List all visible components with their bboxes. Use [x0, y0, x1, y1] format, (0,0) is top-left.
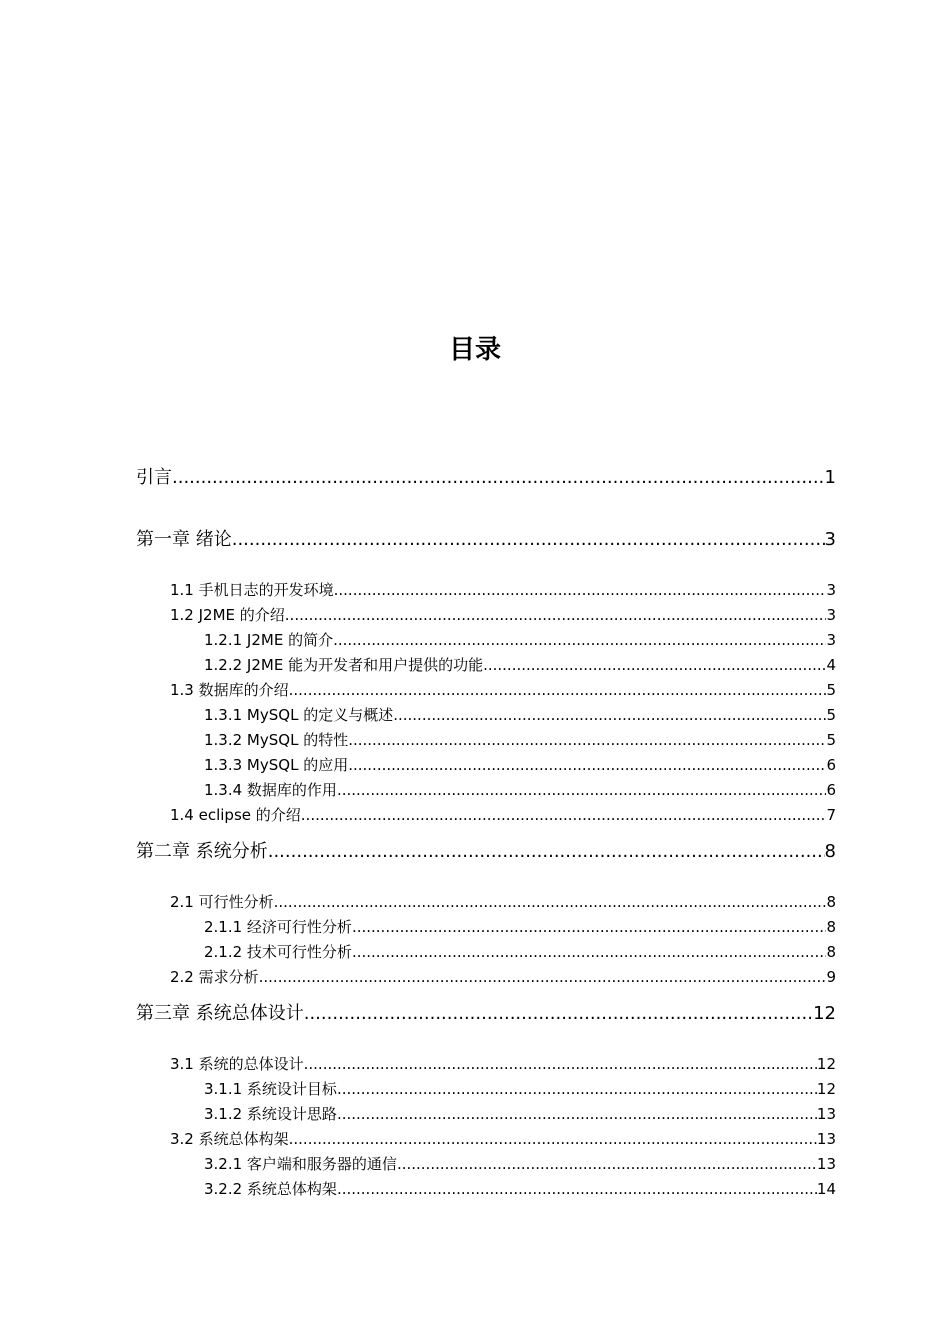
toc-entry-page: 7: [826, 806, 836, 824]
toc-entry-page: 8: [826, 918, 836, 936]
toc-entry-3-2-2[interactable]: [204, 1179, 836, 1199]
toc-entry-page: 3: [826, 631, 836, 649]
toc-entry-label: 1.3.3 MySQL 的应用: [204, 756, 349, 774]
toc-entry-3-1-2[interactable]: [204, 1104, 836, 1124]
page-title: 目录: [448, 335, 501, 365]
toc-entry-page: 9: [826, 968, 836, 986]
toc-entry-1-3-1[interactable]: [204, 705, 836, 725]
toc-entry-page: 5: [826, 706, 836, 724]
dot-leader: [352, 917, 827, 937]
toc-entry-page: 3: [826, 581, 836, 599]
toc-entry-page: 5: [826, 681, 836, 699]
dot-leader: [259, 967, 827, 987]
dot-leader: [289, 680, 827, 700]
toc-entry-1-2[interactable]: [170, 605, 836, 625]
toc-entry-2-1-1[interactable]: [204, 917, 836, 937]
toc-entry-1-3[interactable]: [170, 680, 836, 700]
dot-leader: [232, 528, 825, 552]
toc-entry-page: 3: [826, 606, 836, 624]
dot-leader: [348, 730, 826, 750]
toc-entry-label: 1.1 手机日志的开发环境: [170, 581, 334, 599]
toc-entry-page: 13: [816, 1105, 836, 1123]
dot-leader: [333, 630, 826, 650]
toc-entry-label: 2.1.2 技术可行性分析: [204, 943, 352, 961]
dot-leader: [397, 1154, 817, 1174]
dot-leader: [337, 1179, 817, 1199]
toc-entry-label: 2.2 需求分析: [170, 968, 259, 986]
toc-entry-chapter-3[interactable]: [136, 1002, 836, 1026]
toc-entry-label: 第三章 系统总体设计: [136, 1003, 304, 1024]
dot-leader: [301, 805, 827, 825]
dot-leader: [337, 780, 827, 800]
toc-entry-1-3-2[interactable]: [204, 730, 836, 750]
dot-leader: [172, 466, 825, 490]
toc-entry-2-1[interactable]: [170, 892, 836, 912]
toc-entry-1-3-4[interactable]: [204, 780, 836, 800]
toc-entry-page: 6: [826, 756, 836, 774]
dot-leader: [304, 1054, 817, 1074]
toc-entry-label: 1.3.4 数据库的作用: [204, 781, 337, 799]
toc-entry-page: 1: [824, 467, 836, 488]
dot-leader: [289, 1129, 817, 1149]
dot-leader: [334, 580, 827, 600]
toc-entry-page: 8: [826, 893, 836, 911]
toc-entry-1-3-3[interactable]: [204, 755, 836, 775]
toc-entry-page: 13: [816, 1130, 836, 1148]
toc-entry-1-1[interactable]: [170, 580, 836, 600]
dot-leader: [304, 1002, 813, 1026]
toc-entry-label: 第一章 绪论: [136, 529, 232, 550]
dot-leader: [268, 840, 825, 864]
toc-entry-page: 14: [816, 1180, 836, 1198]
toc-entry-label: 3.1.2 系统设计思路: [204, 1105, 337, 1123]
toc-entry-1-4[interactable]: [170, 805, 836, 825]
dot-leader: [285, 605, 827, 625]
toc-entry-3-2-1[interactable]: [204, 1154, 836, 1174]
toc-entry-label: 1.2 J2ME 的介绍: [170, 606, 285, 624]
toc-entry-page: 12: [816, 1055, 836, 1073]
toc-entry-page: 3: [824, 529, 836, 550]
toc-entry-1-2-2[interactable]: [204, 655, 836, 675]
toc-entry-label: 3.2.1 客户端和服务器的通信: [204, 1155, 397, 1173]
toc-entry-label: 引言: [136, 467, 172, 488]
toc-entry-label: 3.1.1 系统设计目标: [204, 1080, 337, 1098]
toc-entry-3-2[interactable]: [170, 1129, 836, 1149]
dot-leader: [348, 755, 826, 775]
toc-entry-page: 4: [826, 656, 836, 674]
dot-leader: [337, 1079, 817, 1099]
toc-entry-2-1-2[interactable]: [204, 942, 836, 962]
toc-entry-page: 8: [826, 943, 836, 961]
toc-entry-label: 3.1 系统的总体设计: [170, 1055, 304, 1073]
toc-entry-page: 12: [813, 1003, 836, 1024]
toc-entry-label: 1.4 eclipse 的介绍: [170, 806, 301, 824]
toc-entry-chapter-2[interactable]: [136, 840, 836, 864]
dot-leader: [393, 705, 826, 725]
toc-entry-1-2-1[interactable]: [204, 630, 836, 650]
dot-leader: [352, 942, 827, 962]
toc-entry-page: 12: [816, 1080, 836, 1098]
dot-leader: [483, 655, 826, 675]
toc-entry-page: 5: [826, 731, 836, 749]
toc-entry-label: 1.3 数据库的介绍: [170, 681, 289, 699]
toc-entry-label: 3.2 系统总体构架: [170, 1130, 289, 1148]
toc-entry-page: 13: [816, 1155, 836, 1173]
toc-entry-chapter-1[interactable]: [136, 528, 836, 552]
toc-entry-label: 2.1.1 经济可行性分析: [204, 918, 352, 936]
toc-entry-label: 1.3.1 MySQL 的定义与概述: [204, 706, 394, 724]
toc-entry-3-1-1[interactable]: [204, 1079, 836, 1099]
dot-leader: [274, 892, 827, 912]
toc-entry-page: 6: [826, 781, 836, 799]
toc-entry-label: 1.2.1 J2ME 的简介: [204, 631, 334, 649]
toc-entry-label: 1.3.2 MySQL 的特性: [204, 731, 349, 749]
toc-entry-label: 2.1 可行性分析: [170, 893, 274, 911]
toc-entry-page: 8: [824, 841, 836, 862]
toc-entry-2-2[interactable]: [170, 967, 836, 987]
toc-entry-preface[interactable]: [136, 466, 836, 490]
toc-entry-label: 第二章 系统分析: [136, 841, 268, 862]
toc-entry-label: 3.2.2 系统总体构架: [204, 1180, 337, 1198]
dot-leader: [337, 1104, 817, 1124]
toc-entry-3-1[interactable]: [170, 1054, 836, 1074]
toc-entry-label: 1.2.2 J2ME 能为开发者和用户提供的功能: [204, 656, 484, 674]
